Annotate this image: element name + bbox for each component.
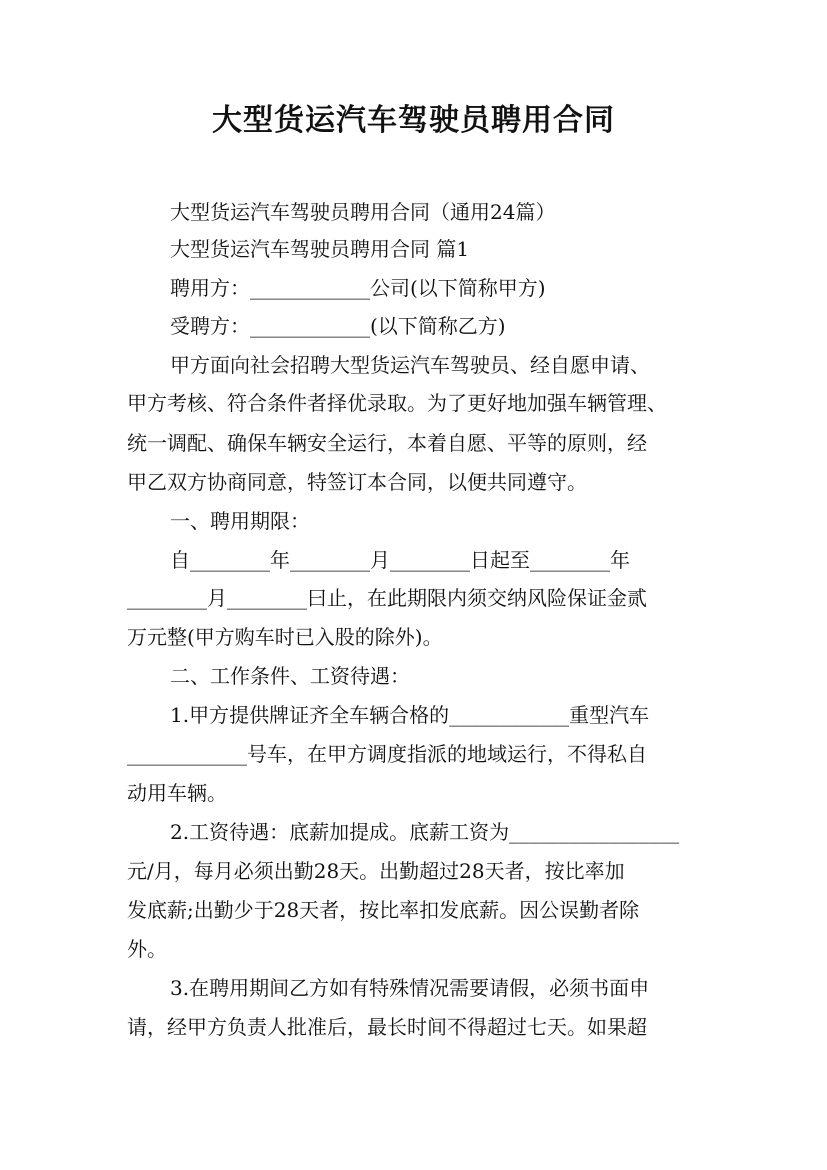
section-heading: 二、工作条件、工资待遇：: [170, 664, 410, 688]
text-line: 自________年________月________日起至________年: [170, 548, 630, 572]
text-line: 甲方面向社会招聘大型货运汽车驾驶员、经自愿申请、: [170, 353, 650, 377]
text-line: 动用车辆。: [127, 781, 227, 805]
text-line: 统一调配、确保车辆安全运行，本着自愿、平等的原则，经: [127, 431, 647, 455]
text-line: 请，经甲方负责人批准后，最长时间不得超过七天。如果超: [127, 1015, 647, 1039]
text-line: 发底薪;出勤少于28天者，按比率扣发底薪。因公误勤者除: [127, 898, 640, 922]
text-line: 元/月，每月必须出勤28天。出勤超过28天者，按比率加: [127, 859, 625, 883]
document-title: 大型货运汽车驾驶员聘用合同: [212, 103, 615, 138]
text-line: ____________号车，在甲方调度指派的地域运行，不得私自: [127, 742, 647, 766]
text-line: 受聘方：____________(以下简称乙方): [170, 314, 506, 338]
text-line: 3.在聘用期间乙方如有特殊情况需要请假，必须书面申: [170, 976, 650, 1000]
text-line: 大型货运汽车驾驶员聘用合同 篇1: [170, 237, 470, 261]
text-line: 2.工资待遇：底薪加提成。底薪工资为_________________: [170, 820, 680, 844]
text-line: 万元整(甲方购车时已入股的除外)。: [127, 625, 443, 649]
text-line: 大型货运汽车驾驶员聘用合同（通用24篇）: [170, 200, 556, 224]
text-line: 聘用方：____________公司(以下简称甲方): [170, 276, 546, 300]
section-heading: 一、聘用期限：: [170, 509, 310, 533]
text-line: 1.甲方提供牌证齐全车辆合格的____________重型汽车: [170, 703, 650, 727]
text-line: 甲乙双方协商同意，特签订本合同，以便共同遵守。: [127, 470, 587, 494]
text-line: 甲方考核、符合条件者择优录取。为了更好地加强车辆管理、: [127, 391, 667, 415]
text-line: 外。: [127, 937, 167, 961]
text-line: ________月________曰止，在此期限内须交纳风险保证金贰: [127, 586, 647, 610]
